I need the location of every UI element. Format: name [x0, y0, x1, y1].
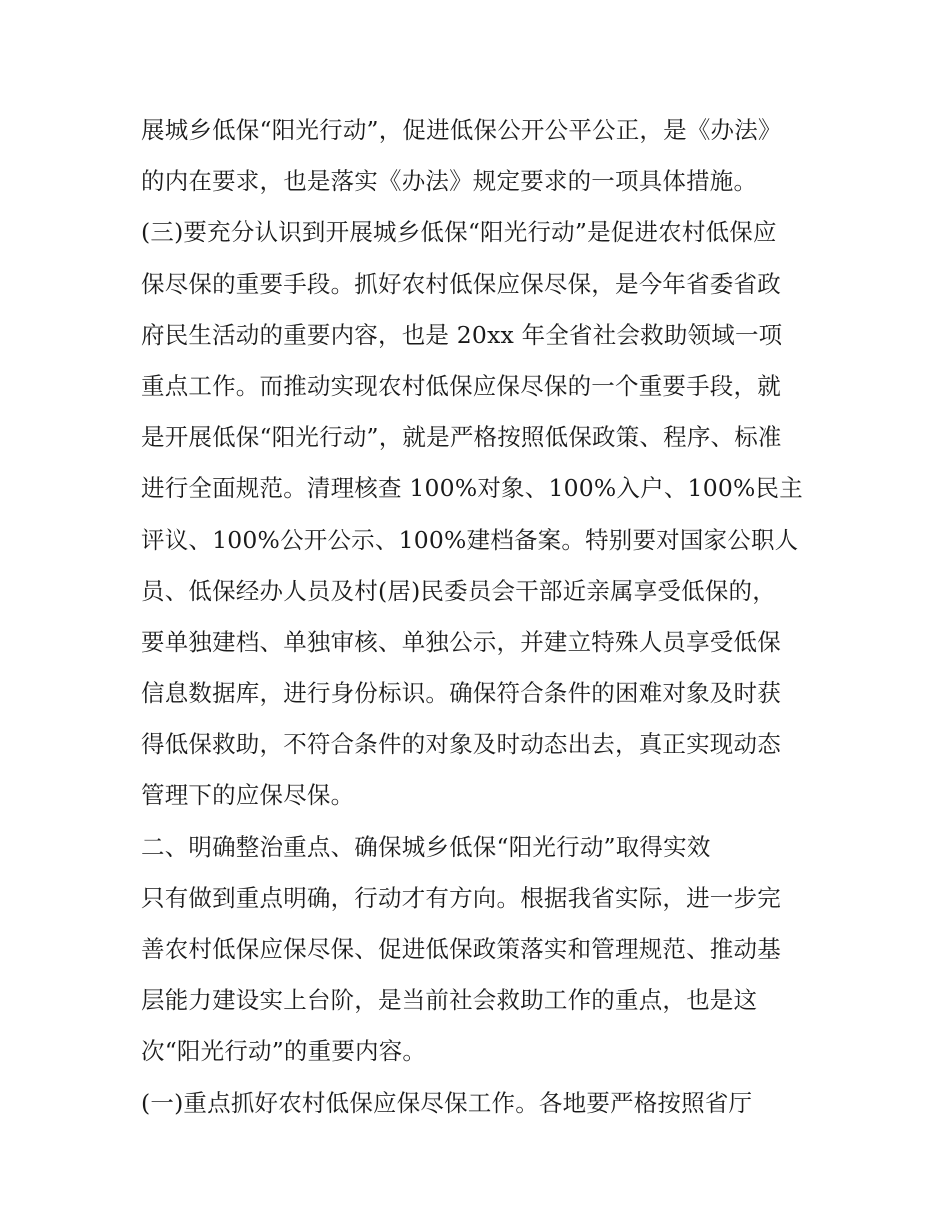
text-line: 是开展低保“阳光行动”，就是严格按照低保政策、程序、标准	[141, 423, 782, 452]
text-line: 善农村低保应保尽保、促进低保政策落实和管理规范、推动基	[141, 935, 781, 963]
text-line: 进行全面规范。清理核查 100%对象、100%入户、100%民主	[141, 474, 803, 503]
text-line: 层能力建设实上台阶，是当前社会救助工作的重点，也是这	[141, 986, 758, 1015]
text-line: 信息数据库，进行身份标识。确保符合条件的困难对象及时获	[141, 679, 781, 708]
text-line: 次“阳光行动”的重要内容。	[141, 1037, 427, 1066]
section-heading: 二、明确整治重点、确保城乡低保“阳光行动”取得实效	[141, 832, 711, 861]
text-line: 展城乡低保“阳光行动”，促进低保公开公平公正，是《办法》	[141, 116, 782, 144]
text-line: 的内在要求，也是落实《办法》规定要求的一项具体措施。	[141, 167, 758, 196]
body-text	[141, 105, 821, 1129]
text-line: (一)重点抓好农村低保应保尽保工作。各地要严格按照省厅	[141, 1088, 753, 1117]
text-line: 府民生活动的重要内容，也是 20xx 年全省社会救助领域一项	[141, 320, 783, 349]
text-line: 评议、100%公开公示、100%建档备案。特别要对国家公职人	[141, 525, 799, 554]
text-line: 得低保救助，不符合条件的对象及时动态出去，真正实现动态	[141, 730, 781, 759]
text-line: 员、低保经办人员及村(居)民委员会干部近亲属享受低保的，	[141, 576, 776, 605]
text-line: 保尽保的重要手段。抓好农村低保应保尽保，是今年省委省政	[141, 269, 781, 298]
text-line: 要单独建档、单独审核、单独公示，并建立特殊人员享受低保	[141, 627, 781, 656]
text-line: 只有做到重点明确，行动才有方向。根据我省实际，进一步完	[141, 883, 781, 912]
text-line: 管理下的应保尽保。	[141, 781, 355, 810]
text-line: 重点工作。而推动实现农村低保应保尽保的一个重要手段，就	[141, 371, 781, 400]
text-line: (三)要充分认识到开展城乡低保“阳光行动”是促进农村低保应	[141, 218, 777, 247]
